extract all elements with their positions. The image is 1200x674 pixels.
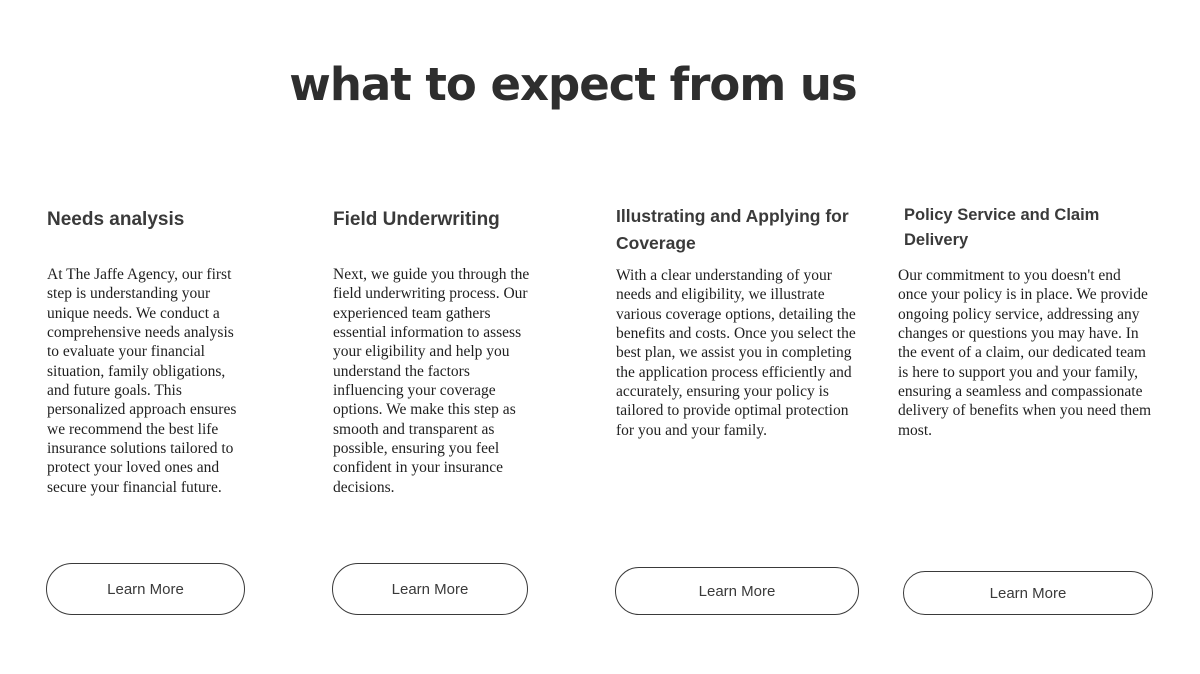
card-title: Needs analysis	[47, 209, 185, 230]
learn-more-button[interactable]: Learn More	[332, 563, 528, 615]
card-title: Illustrating and Applying for Coverage	[616, 206, 849, 253]
learn-more-button[interactable]: Learn More	[615, 567, 859, 615]
page-title: what to expect from us	[289, 58, 857, 111]
learn-more-button[interactable]: Learn More	[46, 563, 245, 615]
card-description: Next, we guide you through the field underwriting process. Our experienced team gathers essential information to assess your eligibility and help you understand the factors influencing your coverage options. We make this step as smooth and transparent as possible, ensuring you feel confident in your insurance decisions.	[333, 266, 530, 496]
learn-more-button[interactable]: Learn More	[903, 571, 1153, 615]
card-description: Our commitment to you doesn't end once your policy is in place. We provide ongoing policy service, addressing any changes or questions you may have. In the event of a claim, our dedicated team is here to support you and your family, ensuring a seamless and compassionate delivery of benefits when you need them most.	[898, 267, 1152, 439]
card-description: At The Jaffe Agency, our first step is understanding your unique needs. We conduct a comprehensive needs analysis to evaluate your financial situation, family obligations, and future goals. This personalized approach ensures we recommend the best life insurance solutions tailored to protect your loved ones and secure your financial future.	[47, 266, 237, 496]
card-title: Field Underwriting	[333, 209, 500, 230]
card-title: Policy Service and Claim Delivery	[904, 206, 1100, 249]
card-description: With a clear understanding of your needs and eligibility, we illustrate various coverage options, detailing the benefits and costs. Once you select the best plan, we assist you in completing the application process efficiently and accurately, ensuring your policy is tailored to provide optimal protection for you and your family.	[616, 267, 856, 439]
